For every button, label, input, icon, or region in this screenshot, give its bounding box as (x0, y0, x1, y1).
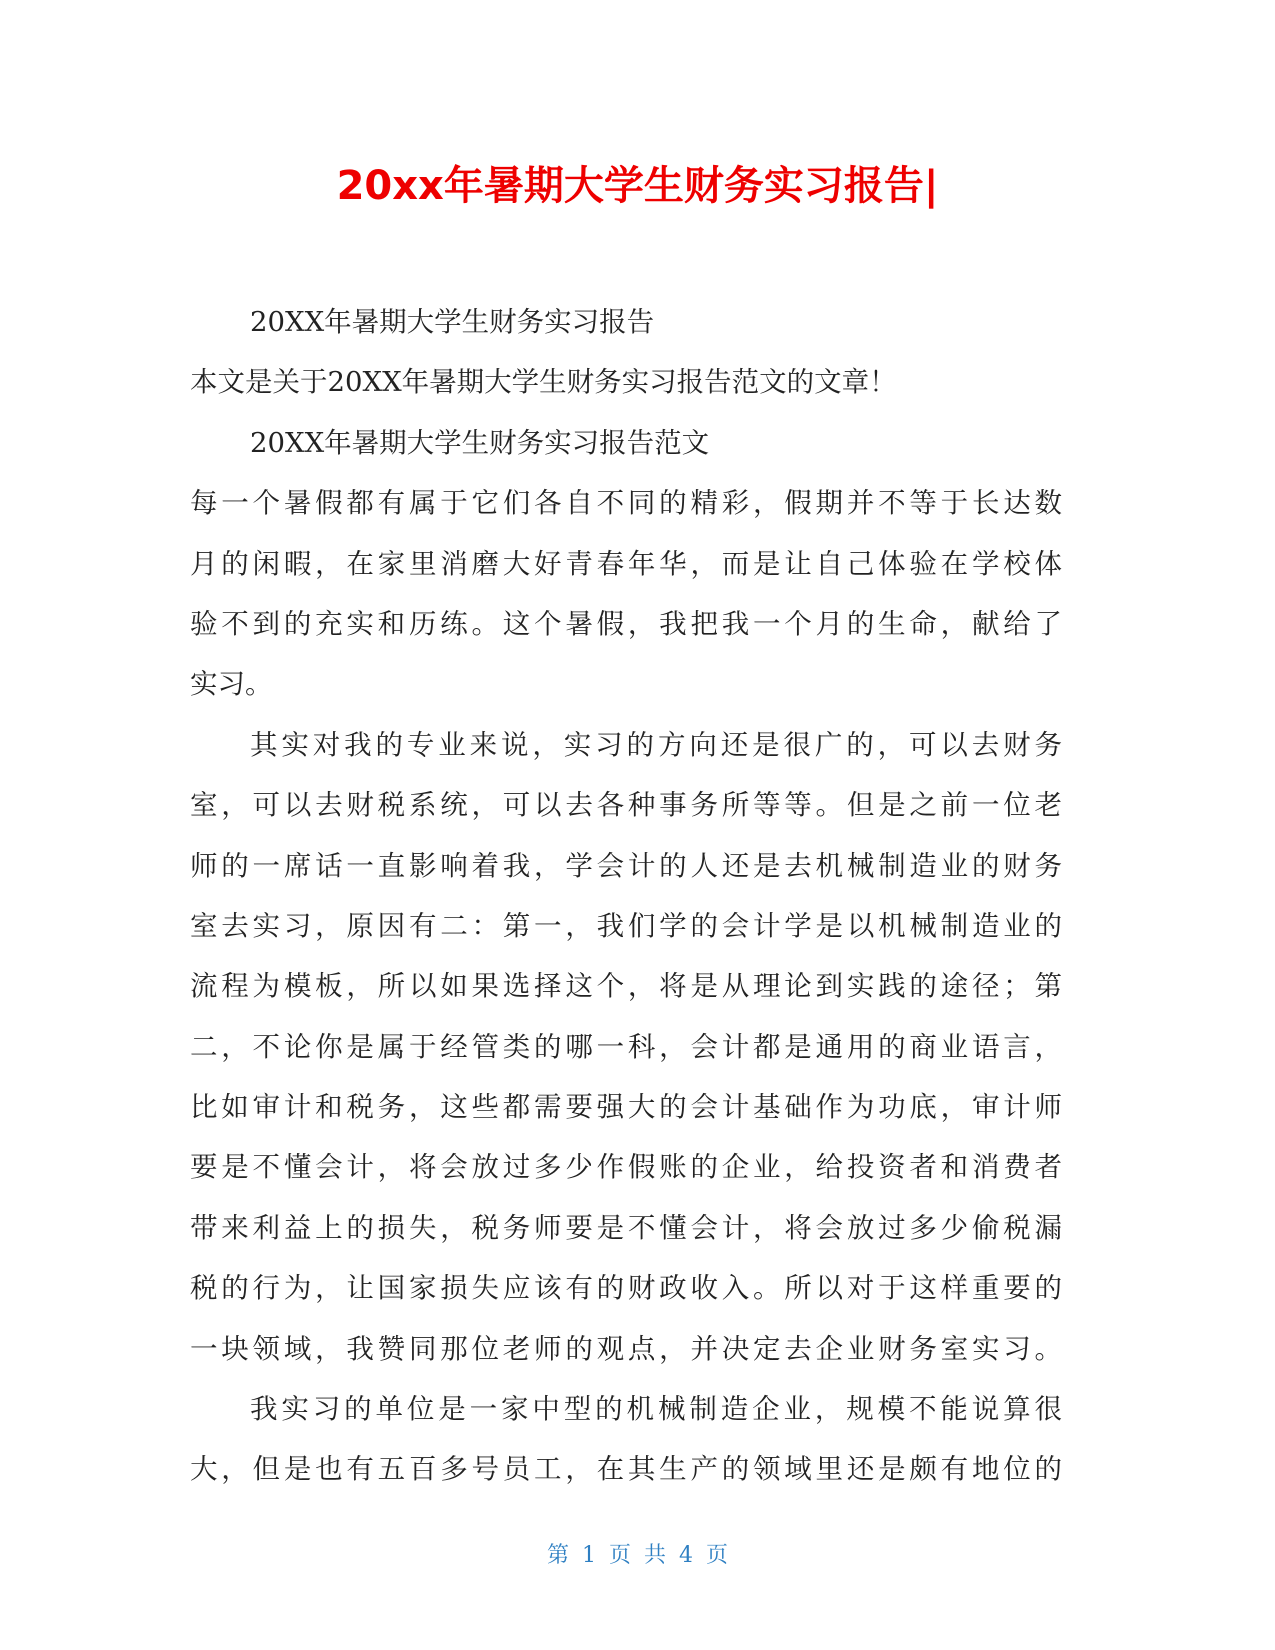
paragraph-line: 比如审计和税务，这些都需要强大的会计基础作为功底，审计师 (190, 1091, 1062, 1124)
paragraph-line: 二，不论你是属于经管类的哪一科，会计都是通用的商业语言， (190, 1030, 1062, 1063)
paragraph-line: 其实对我的专业来说，实习的方向还是很广的，可以去财务 (250, 728, 1062, 761)
paragraph-line: 带来利益上的损失，税务师要是不懂会计，将会放过多少偷税漏 (190, 1211, 1062, 1244)
paragraph-line: 月的闲暇，在家里消磨大好青春年华，而是让自己体验在学校体 (190, 547, 1062, 580)
document-body (190, 292, 1062, 1500)
document-title: 20xx年暑期大学生财务实习报告| (336, 163, 939, 209)
page-footer: 第 1 页 共 4 页 (547, 1543, 728, 1568)
paragraph-line: 师的一席话一直影响着我，学会计的人还是去机械制造业的财务 (190, 849, 1062, 882)
paragraph-line: 我实习的单位是一家中型的机械制造企业，规模不能说算很 (250, 1393, 1062, 1426)
paragraph-line: 要是不懂会计，将会放过多少作假账的企业，给投资者和消费者 (190, 1151, 1062, 1184)
paragraph-line: 实习。 (190, 668, 273, 701)
paragraph-line: 室，可以去财税系统，可以去各种事务所等等。但是之前一位老 (190, 789, 1062, 822)
paragraph-line: 税的行为，让国家损失应该有的财政收入。所以对于这样重要的 (190, 1272, 1062, 1305)
section-heading: 20XX年暑期大学生财务实习报告范文 (250, 426, 710, 459)
subtitle-line: 20XX年暑期大学生财务实习报告 (250, 306, 655, 338)
paragraph-line: 大，但是也有五百多号员工，在其生产的领域里还是颇有地位的 (190, 1453, 1062, 1486)
intro-line: 本文是关于20XX年暑期大学生财务实习报告范文的文章！ (190, 366, 897, 399)
paragraph-line: 每一个暑假都有属于它们各自不同的精彩，假期并不等于长达数 (190, 487, 1062, 520)
paragraph-line: 验不到的充实和历练。这个暑假，我把我一个月的生命，献给了 (190, 607, 1062, 640)
paragraph-line: 室去实习，原因有二：第一，我们学的会计学是以机械制造业的 (190, 909, 1062, 942)
paragraph-line: 一块领域，我赞同那位老师的观点，并决定去企业财务室实习。 (190, 1332, 1062, 1365)
paragraph-line: 流程为模板，所以如果选择这个，将是从理论到实践的途径；第 (190, 970, 1062, 1003)
